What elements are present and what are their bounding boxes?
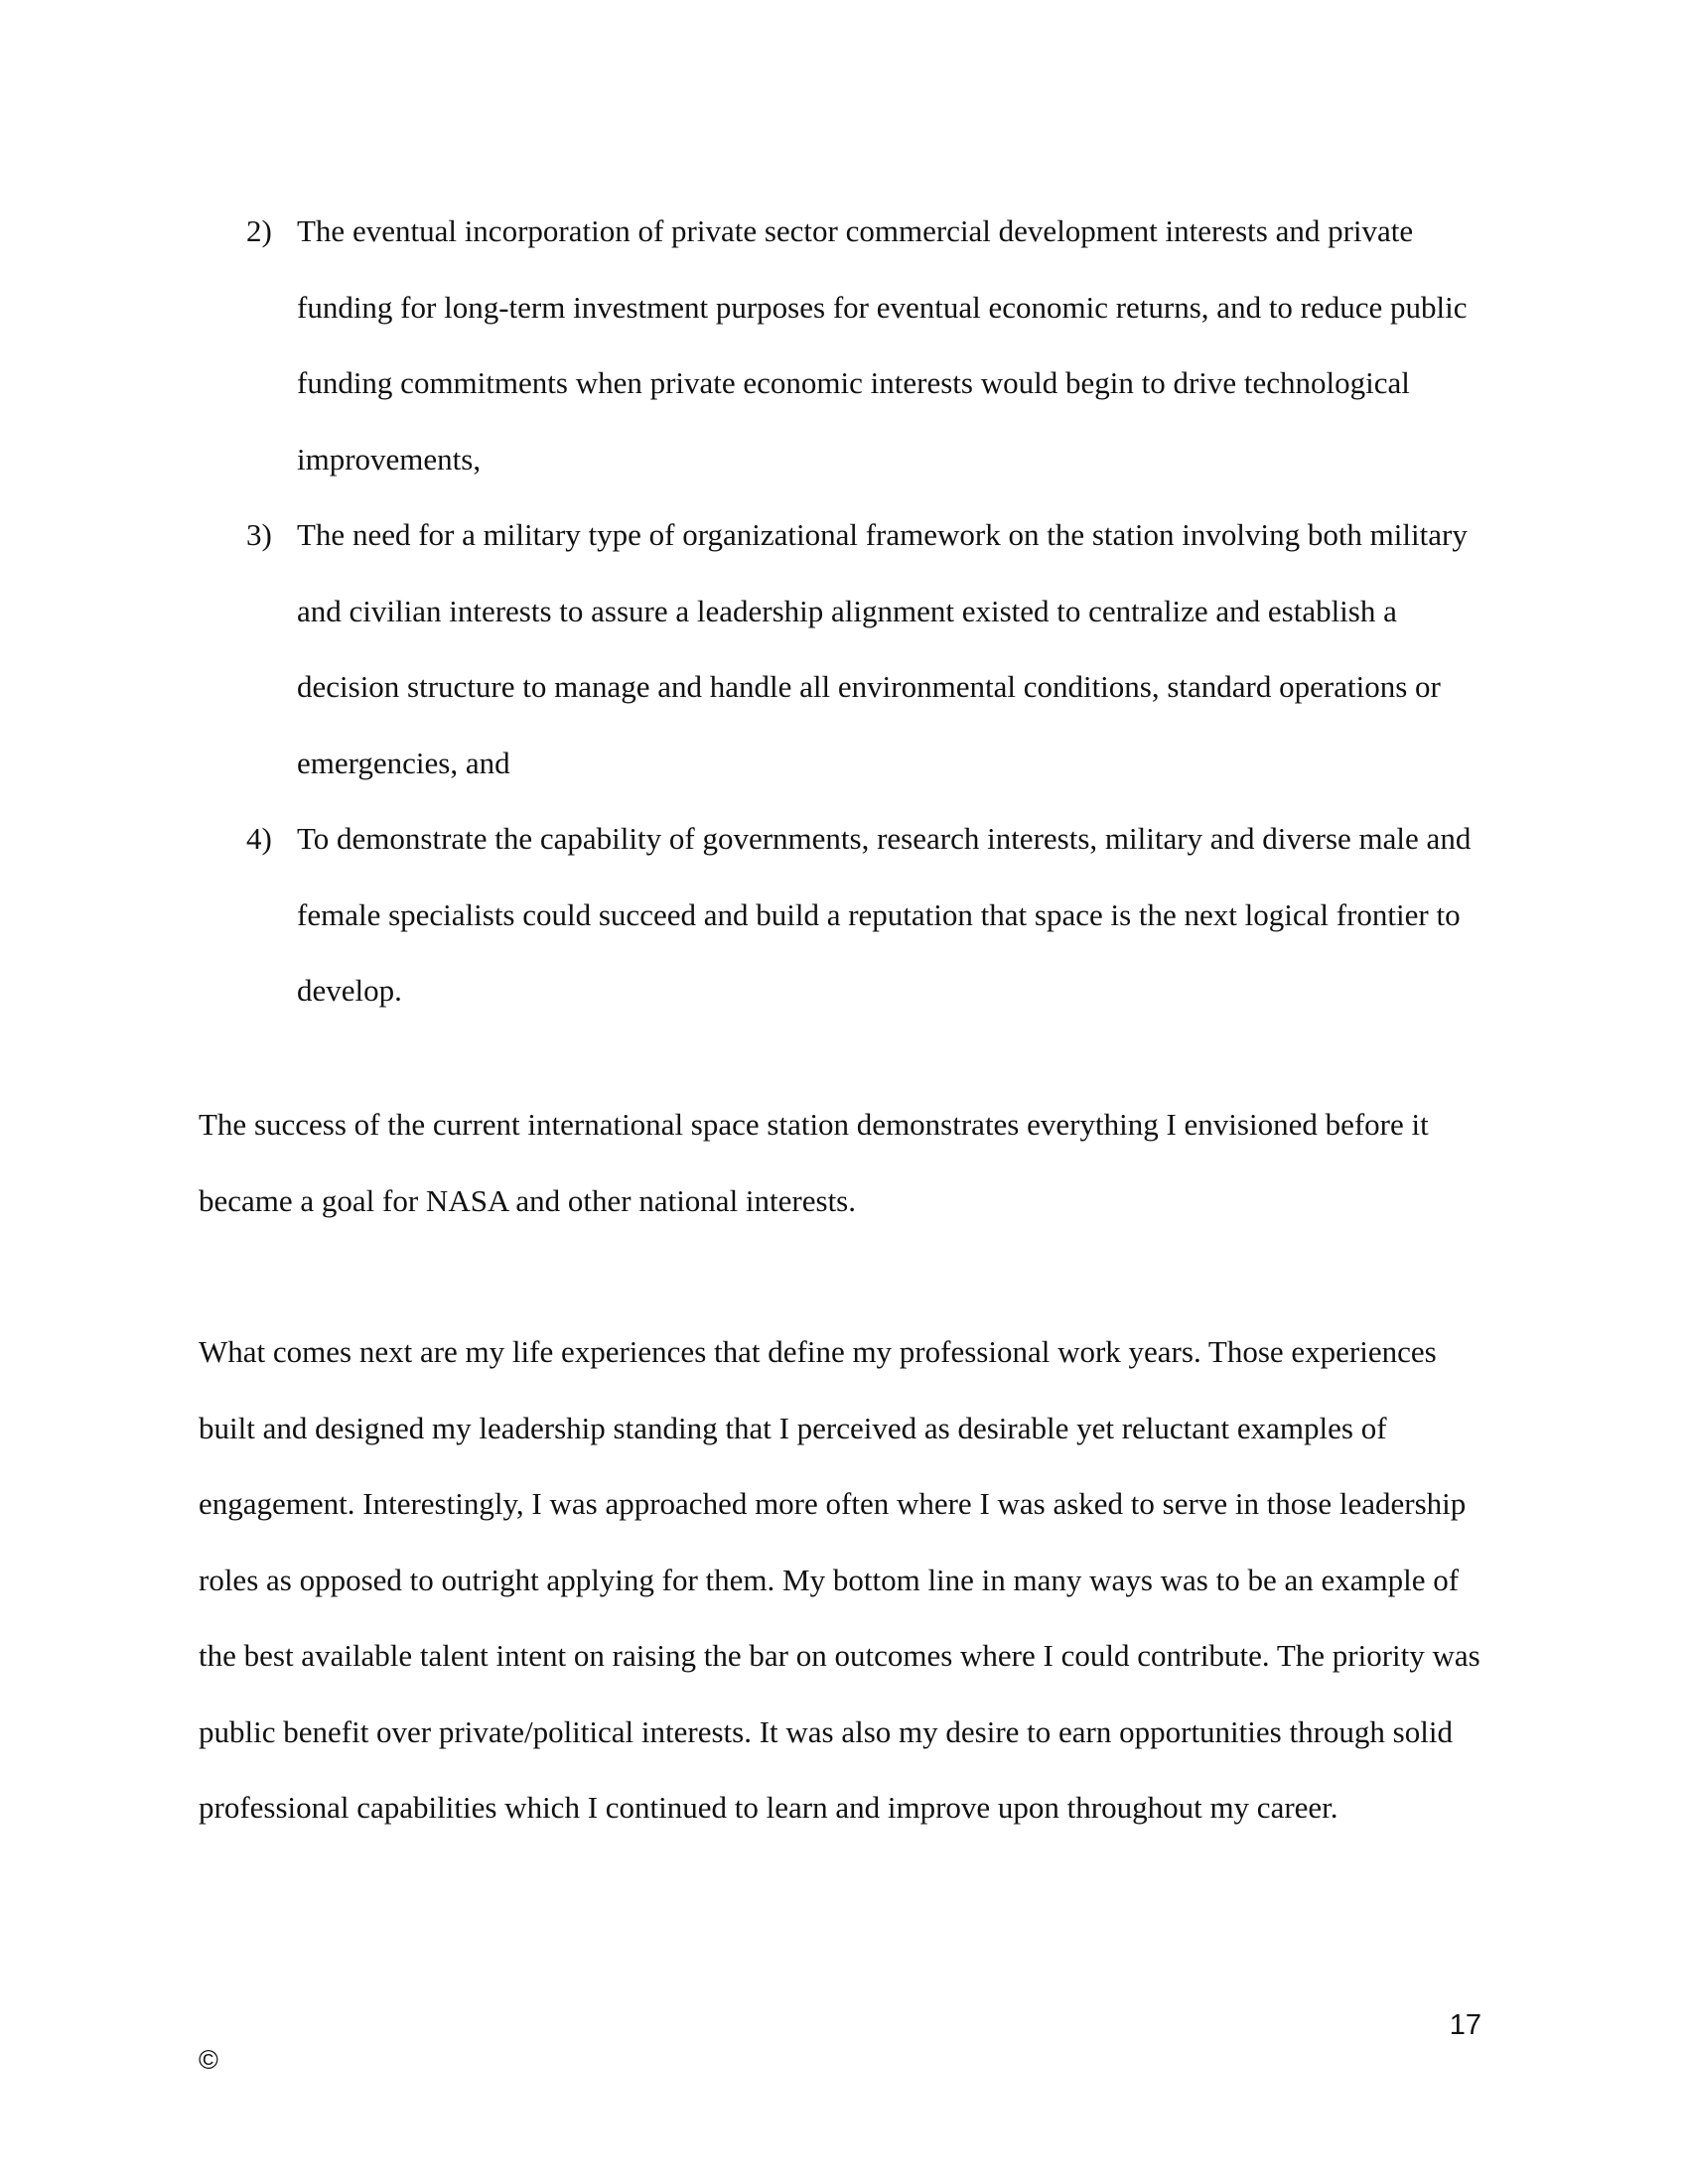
list-item-text: The eventual incorporation of private sector commercial development interests and private funding for long-term investment purposes for eventual economic returns, and to reduce public funding commitments when private economic interests would begin to drive technological improvements, xyxy=(297,213,1468,477)
list-item-text: To demonstrate the capability of governments, research interests, military and diverse male and female specialists could succeed and build a reputation that space is the next logical frontier to develop. xyxy=(297,821,1472,1008)
numbered-list xyxy=(199,194,1489,1029)
list-item-text: The need for a military type of organizational framework on the station involving both military and civilian interests to assure a leadership alignment existed to centralize and establish a decision structure to manage and handle all environmental conditions, standard operations or emergencies, and xyxy=(297,517,1468,780)
copyright-symbol: © xyxy=(199,2045,218,2075)
list-item xyxy=(199,497,1489,801)
list-item xyxy=(199,801,1489,1029)
list-item-number: 3) xyxy=(246,517,272,552)
body-paragraph: What comes next are my life experiences that define my professional work years. Those experiences built and designed my leadership standing that I perceived as desirable yet reluctant examples of engagement. Interestingly, I was approached more often where I was asked to serve in those leadership roles as opposed to outright applying for them. My bottom line in many ways was to be an example of the best available talent intent on raising the bar on outcomes where I could contribute. The priority was public benefit over private/political interests. It was also my desire to earn opportunities through solid professional capabilities which I continued to learn and improve upon throughout my career. xyxy=(199,1334,1480,1825)
page-number: 17 xyxy=(1449,2009,1481,2041)
body-paragraph: The success of the current international space station demonstrates everything I envisioned before it became a goal for NASA and other national interests. xyxy=(199,1107,1429,1218)
list-item xyxy=(199,194,1489,497)
list-item-number: 4) xyxy=(246,821,272,856)
list-item-number: 2) xyxy=(246,213,272,248)
